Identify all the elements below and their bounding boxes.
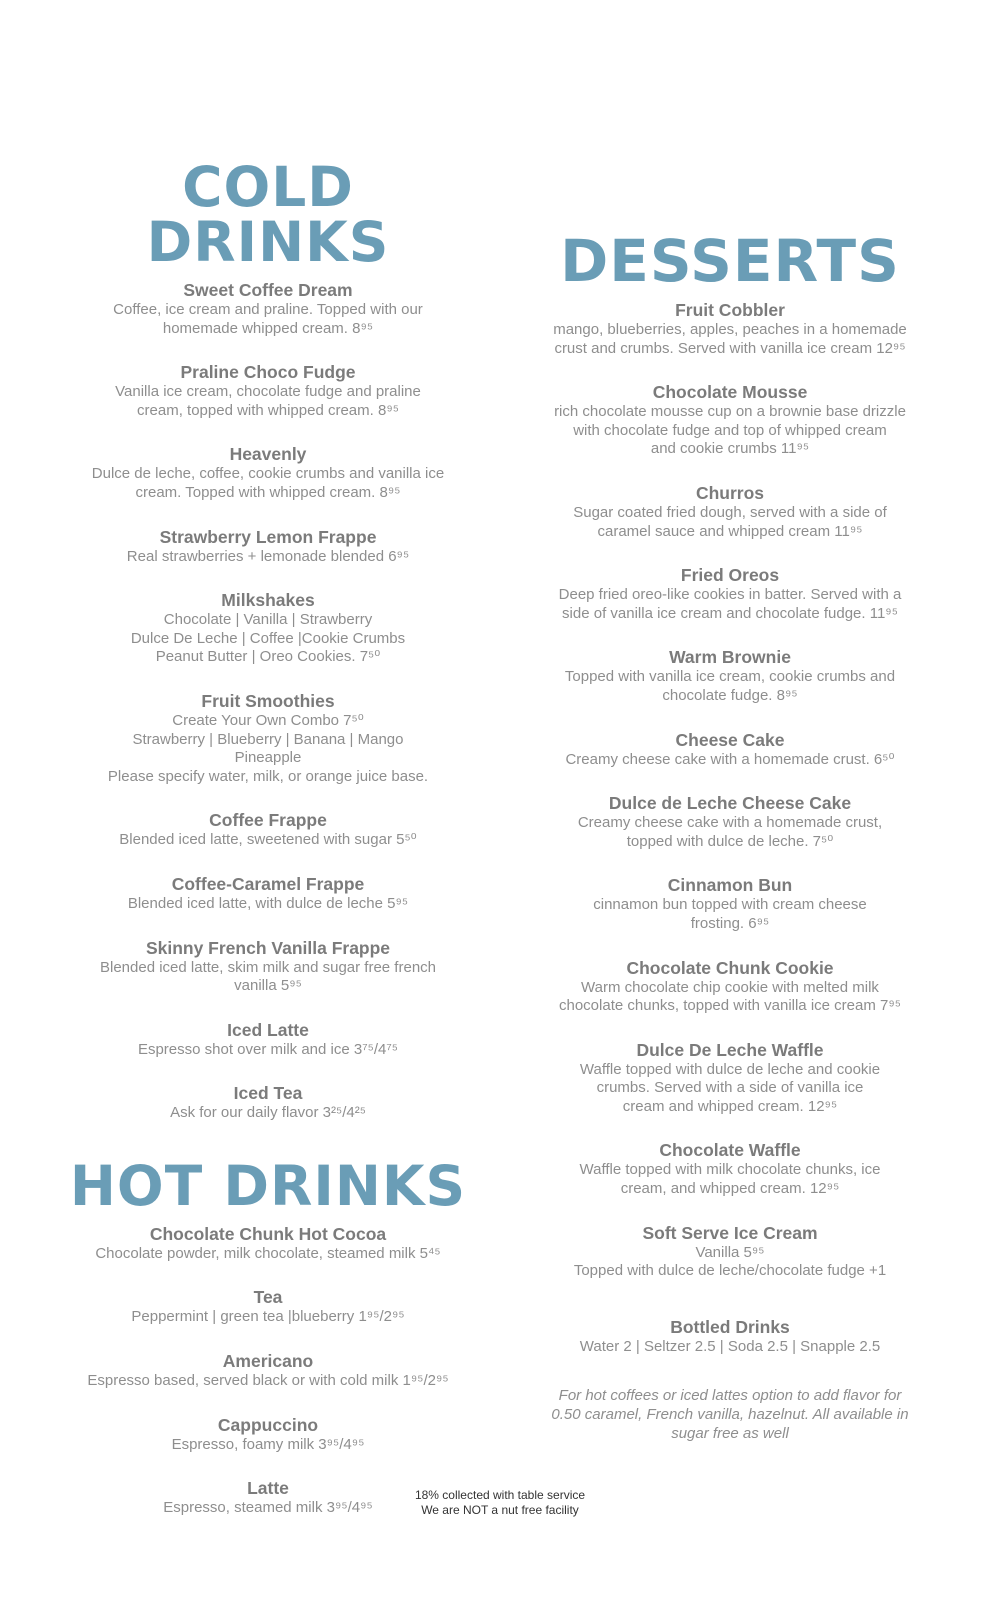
cold-drinks-list (58, 280, 478, 1123)
item-description: Peppermint | green tea |blueberry 1⁹⁵/2⁹⁵ (131, 1308, 405, 1326)
item-name: Dulce de Leche Cheese Cake (608, 793, 852, 814)
flavor-note-text: For hot coffees or iced lattes option to add flavor for 0.50 caramel, French vanilla, hazelnut. All available in sugar free as well (551, 1387, 909, 1442)
item-name: Bottled Drinks (670, 1316, 790, 1337)
item-description: Topped with vanilla ice cream, cookie crumbs and chocolate fudge. 8⁹⁵ (564, 668, 896, 704)
item-description: Chocolate powder, milk chocolate, steamed milk 5⁴⁵ (95, 1244, 441, 1262)
right-column (520, 227, 940, 1380)
menu-item (58, 444, 478, 502)
item-description: cinnamon bun topped with cream cheese frosting. 6⁹⁵ (593, 896, 867, 932)
menu-item (58, 280, 478, 338)
item-name: Coffee-Caramel Frappe (171, 873, 365, 894)
menu-item (520, 1040, 940, 1117)
item-name: Dulce De Leche Waffle (636, 1039, 824, 1060)
item-description: Blended iced latte, sweetened with sugar 5⁵⁰ (119, 831, 417, 849)
desserts-title: DESSERTS (560, 227, 900, 295)
item-description: Blended iced latte, with dulce de leche 5⁹⁵ (127, 894, 409, 912)
item-name: Strawberry Lemon Frappe (159, 526, 377, 547)
item-name: Fried Oreos (680, 565, 780, 586)
item-name: Chocolate Mousse (652, 382, 808, 403)
item-description: Create Your Own Combo 7⁵⁰ Strawberry | Blueberry | Banana | Mango Pineapple Please specify water, milk, or orange juice base. (107, 711, 429, 785)
menu-item (58, 527, 478, 567)
menu-item (520, 565, 940, 623)
menu-item (520, 1223, 940, 1281)
item-description: Creamy cheese cake with a homemade crust. 6⁵⁰ (565, 750, 895, 768)
left-column (58, 155, 478, 1542)
item-name: Chocolate Waffle (659, 1140, 801, 1161)
menu-item (520, 647, 940, 705)
menu-item (58, 1287, 478, 1327)
menu-item (520, 1317, 940, 1357)
menu-item (58, 362, 478, 420)
item-name: Heavenly (229, 444, 307, 465)
menu-item (520, 875, 940, 933)
item-description: Espresso, steamed milk 3⁹⁵/4⁹⁵ (163, 1499, 373, 1517)
menu-item (58, 590, 478, 667)
menu-item (58, 1083, 478, 1123)
menu-item (520, 730, 940, 770)
item-name: Soft Serve Ice Cream (642, 1222, 818, 1243)
item-description: Espresso shot over milk and ice 3⁷⁵/4⁷⁵ (137, 1040, 399, 1058)
menu-item (58, 938, 478, 996)
menu-item (520, 793, 940, 851)
item-name: Warm Brownie (669, 647, 791, 668)
item-name: Coffee Frappe (209, 810, 327, 831)
item-name: Iced Tea (233, 1083, 303, 1104)
item-description: mango, blueberries, apples, peaches in a homemade crust and crumbs. Served with vanilla ice cream 12⁹⁵ (553, 321, 907, 357)
item-description: Espresso, foamy milk 3⁹⁵/4⁹⁵ (171, 1435, 365, 1453)
hot-drinks-list (58, 1224, 478, 1518)
item-description: Waffle topped with milk chocolate chunks, ice cream, and whipped cream. 12⁹⁵ (579, 1161, 881, 1198)
item-name: Americano (222, 1351, 314, 1372)
item-description: Coffee, ice cream and praline. Topped with our homemade whipped cream. 8⁹⁵ (113, 301, 423, 337)
menu-item (58, 1224, 478, 1264)
service-charge-note: 18% collected with table service (414, 1488, 586, 1502)
item-description: Ask for our daily flavor 3²⁵/4²⁵ (170, 1104, 366, 1122)
cold-drinks-title: COLD DRINKS (146, 155, 390, 274)
item-name: Skinny French Vanilla Frappe (145, 937, 391, 958)
item-description: Water 2 | Seltzer 2.5 | Soda 2.5 | Snapple 2.5 (579, 1337, 881, 1355)
item-name: Chocolate Chunk Hot Cocoa (149, 1223, 387, 1244)
item-name: Sweet Coffee Dream (183, 280, 353, 300)
menu-item (58, 1415, 478, 1455)
item-name: Churros (695, 482, 765, 503)
item-name: Iced Latte (227, 1019, 309, 1040)
item-name: Fruit Smoothies (201, 690, 335, 711)
item-description: Chocolate | Vanilla | Strawberry Dulce De Leche | Coffee |Cookie Crumbs Peanut Butter | Oreo Cookies. 7⁵⁰ (130, 611, 406, 666)
item-description: Blended iced latte, skim milk and sugar free french vanilla 5⁹⁵ (100, 958, 436, 995)
item-description: Creamy cheese cake with a homemade crust, topped with dulce de leche. 7⁵⁰ (577, 814, 883, 850)
item-description: Dulce de leche, coffee, cookie crumbs and vanilla ice cream. Topped with whipped cream. 8⁹⁵ (91, 465, 445, 501)
item-name: Praline Choco Fudge (180, 362, 356, 383)
menu-item (520, 1140, 940, 1198)
item-name: Latte (247, 1478, 289, 1499)
item-description: Real strawberries + lemonade blended 6⁹⁵ (126, 547, 410, 565)
item-name: Milkshakes (221, 590, 315, 611)
desserts-list (520, 300, 940, 1356)
item-description: Warm chocolate chip cookie with melted milk chocolate chunks, topped with vanilla ice cream 7⁹⁵ (559, 978, 901, 1015)
menu-item (58, 810, 478, 850)
menu-item (520, 300, 940, 358)
item-description: rich chocolate mousse cup on a brownie base drizzle with chocolate fudge and top of whipped cream and cookie crumbs 11⁹⁵ (554, 403, 906, 458)
footer (0, 1488, 1000, 1518)
item-description: Deep fried oreo-like cookies in batter. Served with a side of vanilla ice cream and chocolate fudge. 11⁹⁵ (558, 586, 902, 622)
item-name: Cheese Cake (675, 729, 785, 750)
item-description: Waffle topped with dulce de leche and cookie crumbs. Served with a side of vanilla ice cream and whipped cream. 12⁹⁵ (579, 1060, 881, 1115)
menu-item (58, 1020, 478, 1060)
item-description: Vanilla 5⁹⁵ Topped with dulce de leche/chocolate fudge +1 (573, 1243, 887, 1280)
item-description: Vanilla ice cream, chocolate fudge and praline cream, topped with whipped cream. 8⁹⁵ (115, 383, 421, 419)
item-name: Cinnamon Bun (667, 875, 793, 896)
flavor-note (520, 1386, 940, 1443)
item-name: Chocolate Chunk Cookie (626, 957, 834, 978)
item-description: Sugar coated fried dough, served with a side of caramel sauce and whipped cream 11⁹⁵ (573, 503, 887, 540)
item-name: Tea (253, 1287, 283, 1308)
menu-item (58, 691, 478, 786)
nut-allergy-note: We are NOT a nut free facility (421, 1503, 579, 1517)
menu-item (58, 1351, 478, 1391)
item-name: Fruit Cobbler (675, 300, 785, 320)
menu-item (520, 958, 940, 1016)
hot-drinks-title: HOT DRINKS (69, 1153, 467, 1218)
item-name: Cappuccino (217, 1414, 319, 1435)
item-description: Espresso based, served black or with cold milk 1⁹⁵/2⁹⁵ (87, 1372, 449, 1390)
menu-item (58, 874, 478, 914)
menu-item (520, 483, 940, 541)
menu-item (520, 382, 940, 459)
